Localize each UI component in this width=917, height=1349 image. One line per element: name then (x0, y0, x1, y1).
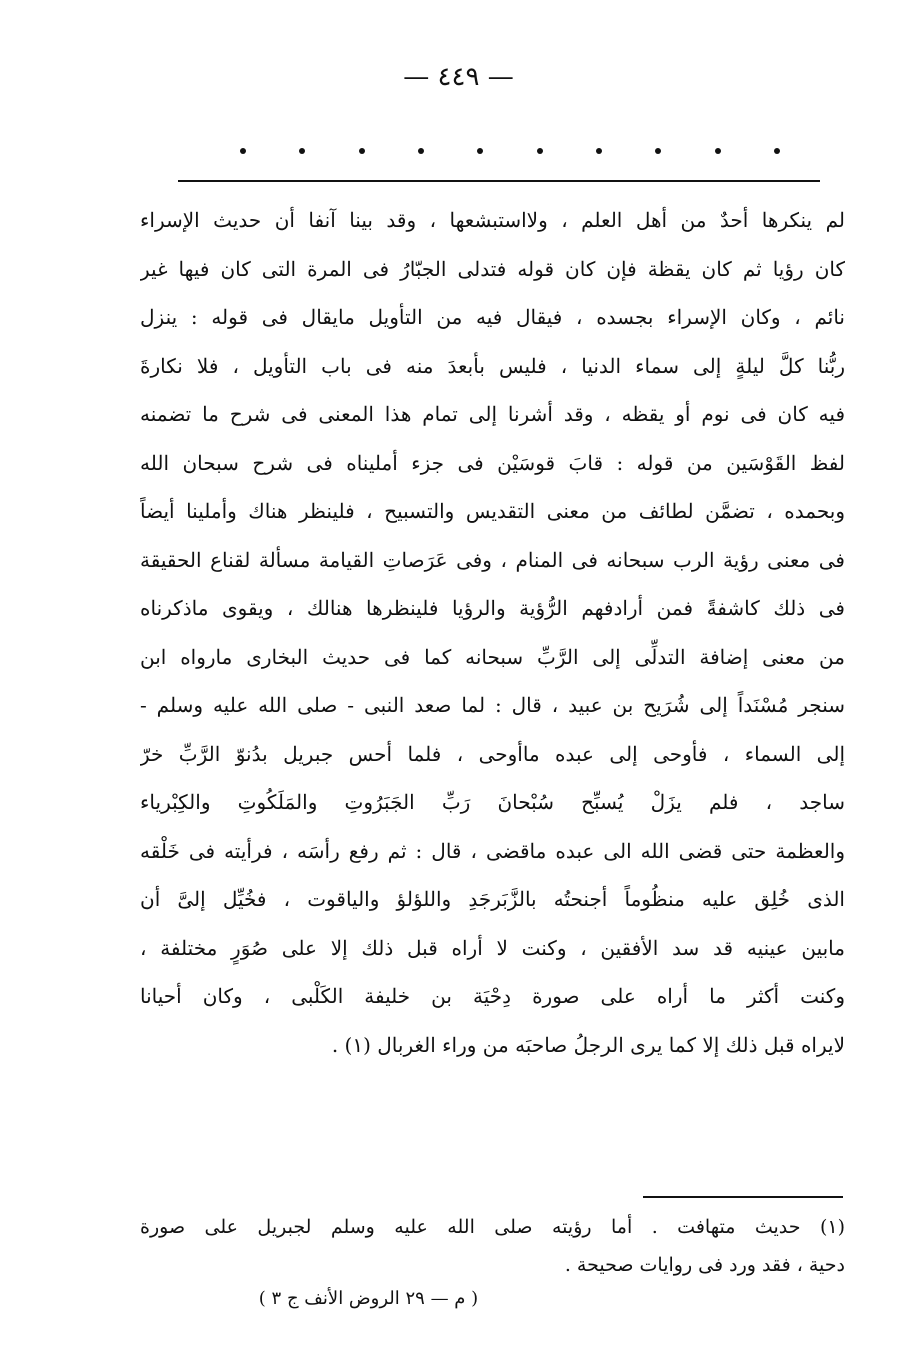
text-line: إلى السماء ، فأوحى إلى عبده ماأوحى ، فلما أحس جبريل بدُنوّ الرَّبِّ خرّ (140, 741, 845, 766)
footnotes (140, 1208, 845, 1284)
text-line: سنجر مُسْنَداً إلى شُرَيح بن عبيد ، قال : لما صعد النبى - صلى الله عليه وسلم - (140, 693, 845, 717)
text-line: والعظمة حتى قضى الله الى عبده ماقضى ، قال : ثم رفع رأسَه ، فرأيته فى خَلْقه (140, 838, 845, 863)
ornament-dot (359, 148, 365, 154)
ornament-dot (299, 148, 305, 154)
ornament-dot (477, 148, 483, 154)
body-text (140, 196, 845, 1069)
footnote-rule (643, 1196, 843, 1198)
ornament-dots (240, 148, 780, 154)
ornament-dot (655, 148, 661, 154)
footnote-line: (١) حديث متهافت . أما رؤيته صلى الله عليه وسلم لجبريل على صورة (140, 1216, 845, 1238)
text-line: فيه كان فى نوم أو يقظه ، وقد أشرنا إلى تمام هذا المعنى فى شرح ما تضمنه (140, 402, 845, 426)
text-line: وبحمده ، تضمَّن لطائف من معنى التقديس والتسبيح ، فلينظر هناك وأملينا أيضاً (140, 499, 845, 523)
text-line: نائم ، وكان الإسراء بجسده ، فيقال فيه من التأويل مايقال فى قوله : ينزل (140, 305, 845, 329)
text-line: ساجد ، فلم يزَلْ يُسبِّح سُبْحانَ رَبِّ الجَبَرُوتِ والمَلَكُوتِ والكِبْرياء (140, 790, 845, 814)
text-line: كان رؤيا ثم كان يقظة فإن كان قوله فتدلى الجبّارُ فى المرة التى كان فيها غير (140, 256, 845, 281)
ornament-dot (240, 148, 246, 154)
text-line: فى معنى رؤية الرب سبحانه فى المنام ، وفى عَرَصاتِ القيامة مسألة لقناع الحقيقة (140, 547, 845, 572)
page-number: — ٤٤٩ — (403, 62, 514, 92)
signature-mark: ( م — ٢٩ الروض الأنف ج ٣ ) (258, 1288, 479, 1309)
text-line: وكنت أكثر ما أراه على صورة دِحْيَة بن خليفة الكَلْبى ، وكان أحيانا (140, 984, 845, 1008)
text-line: لم ينكرها أحدٌ من أهل العلم ، ولااستبشعها ، وقد بينا آنفا أن حديث الإسراء (140, 208, 845, 232)
ornament-dot (418, 148, 424, 154)
footnote-line: دحية ، فقد ورد فى روايات صحيحة . (564, 1254, 845, 1276)
ornament-dot (537, 148, 543, 154)
ornament-dot (774, 148, 780, 154)
ornament-dot (596, 148, 602, 154)
text-line: من معنى إضافة التدلِّى إلى الرَّبِّ سبحانه كما فى حديث البخارى مارواه ابن (140, 644, 845, 669)
text-line: لايراه قبل ذلك إلا كما يرى الرجلُ صاحبَه من وراء الغربال (١) . (331, 1032, 845, 1057)
text-line: ربُّنا كلَّ ليلةٍ إلى سماء الدنيا ، فليس بأبعدَ منه فى باب التأويل ، فلا نكارةَ (140, 353, 845, 378)
header-rule (178, 180, 820, 182)
text-line: الذى خُلِق عليه منظُوماً أجنحتُه بالزَّبَرجَدِ واللؤلؤ والياقوت ، فخُيِّل إلىَّ أن (140, 887, 845, 911)
text-line: لفظ القَوْسَين من قوله : قابَ قوسَيْن فى جزء أمليناه فى شرح سبحان الله (140, 450, 845, 475)
ornament-dot (715, 148, 721, 154)
text-line: فى ذلك كاشفةً فمن أرادفهم الرُّؤية والرؤيا فلينظرها هنالك ، ويقوى ماذكرناه (140, 596, 845, 620)
text-line: مابين عينيه قد سد الأفقين ، وكنت لا أراه قبل ذلك إلا على صُوَرٍ مختلفة ، (140, 935, 845, 960)
